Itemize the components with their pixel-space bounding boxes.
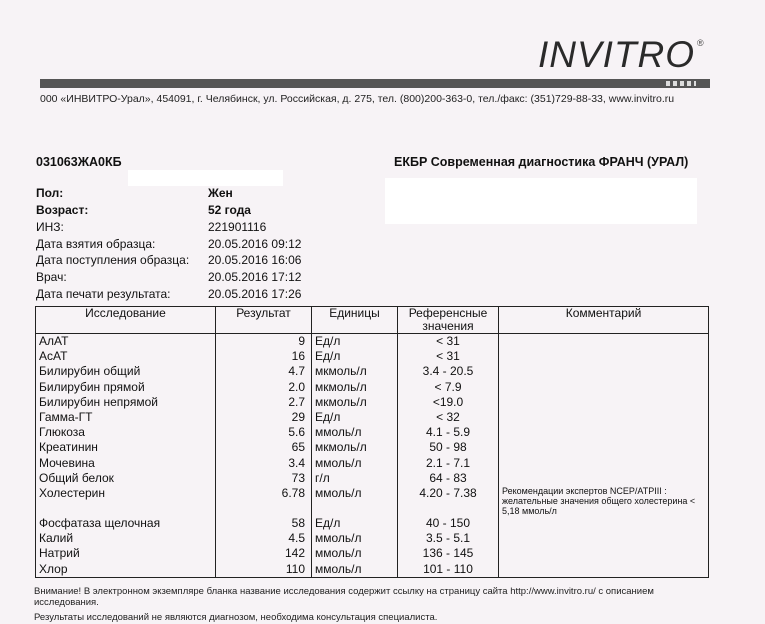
received-label: Дата поступления образца: [36, 253, 190, 267]
test-cell: АсАТ [36, 349, 216, 364]
table-row [36, 486, 709, 516]
inz-label: ИНЗ: [36, 220, 64, 234]
test-cell: Фосфатаза щелочная [36, 516, 216, 531]
header-unit: Единицы [312, 307, 398, 334]
unit-cell: мкмоль/л [312, 380, 398, 395]
ref-cell: < 32 [398, 410, 499, 425]
test-cell: Мочевина [36, 456, 216, 471]
sex-label: Пол: [36, 186, 64, 200]
redacted-name [128, 170, 283, 186]
ref-cell: 3.5 - 5.1 [398, 531, 499, 546]
comment-cell: Рекомендации экспертов NCEP/ATPIII : желательные значения общего холестерина < 5,18 ммоль/л [499, 486, 709, 516]
comment-cell [499, 410, 709, 425]
ref-cell: < 7.9 [398, 380, 499, 395]
order-id: 031063ЖА0КБ [36, 155, 122, 169]
result-cell: 5.6 [216, 425, 312, 440]
comment-cell [499, 440, 709, 455]
ref-cell: 101 - 110 [398, 562, 499, 578]
table-row [36, 562, 709, 578]
unit-cell: ммоль/л [312, 546, 398, 561]
ref-cell: < 31 [398, 349, 499, 364]
header-result: Результат [216, 307, 312, 334]
result-cell: 73 [216, 471, 312, 486]
ref-cell: 2.1 - 7.1 [398, 456, 499, 471]
attention-note: Внимание! В электронном экземпляре бланка название исследования содержит ссылку на страницу сайта http://www.invitro.ru/ с описанием исследования. [34, 586, 654, 608]
comment-cell [499, 456, 709, 471]
printed-value: 20.05.2016 17:26 [208, 287, 302, 301]
comment-cell [499, 546, 709, 561]
ref-cell: 4.1 - 5.9 [398, 425, 499, 440]
test-cell: Креатинин [36, 440, 216, 455]
result-cell: 3.4 [216, 456, 312, 471]
result-cell: 16 [216, 349, 312, 364]
result-cell: 29 [216, 410, 312, 425]
result-cell: 4.5 [216, 531, 312, 546]
test-cell: АлАТ [36, 334, 216, 350]
table-row [36, 410, 709, 425]
comment-cell [499, 349, 709, 364]
ref-cell: 4.20 - 7.38 [398, 486, 499, 516]
unit-cell: ммоль/л [312, 486, 398, 516]
unit-cell: г/л [312, 471, 398, 486]
unit-cell: ммоль/л [312, 425, 398, 440]
unit-cell: мкмоль/л [312, 395, 398, 410]
inz-value: 221901116 [208, 220, 267, 234]
comment-cell [499, 471, 709, 486]
comment-cell [499, 334, 709, 350]
redacted-block [385, 178, 697, 224]
table-row [36, 531, 709, 546]
result-cell: 142 [216, 546, 312, 561]
result-cell: 4.7 [216, 364, 312, 379]
unit-cell: Ед/л [312, 516, 398, 531]
result-cell: 65 [216, 440, 312, 455]
test-cell: Билирубин общий [36, 364, 216, 379]
registered-mark: ® [697, 38, 704, 48]
invitro-logo: INVITRO [538, 34, 696, 75]
ref-cell: 136 - 145 [398, 546, 499, 561]
comment-cell [499, 425, 709, 440]
doctor-value: 20.05.2016 17:12 [208, 270, 302, 284]
test-cell: Билирубин непрямой [36, 395, 216, 410]
unit-cell: Ед/л [312, 349, 398, 364]
received-value: 20.05.2016 16:06 [208, 253, 302, 267]
age-value: 52 года [208, 203, 251, 217]
result-cell: 110 [216, 562, 312, 578]
comment-cell [499, 395, 709, 410]
table-row [36, 456, 709, 471]
comment-cell [499, 516, 709, 531]
table-row [36, 334, 709, 350]
logo-bar-dots [666, 81, 696, 86]
test-cell: Холестерин [36, 486, 216, 516]
table-row [36, 516, 709, 531]
test-cell: Гамма-ГТ [36, 410, 216, 425]
table-row [36, 364, 709, 379]
header-comment: Комментарий [499, 307, 709, 334]
company-address: 000 «ИНВИТРО-Урал», 454091, г. Челябинск, ул. Российская, д. 275, тел. (800)200-363-0, тел./факс: (351)729-88-33, www.invitro.ru [40, 93, 675, 105]
comment-cell [499, 531, 709, 546]
result-cell: 58 [216, 516, 312, 531]
table-row [36, 425, 709, 440]
table-header-row [36, 307, 709, 334]
doctor-label: Врач: [36, 270, 67, 284]
header-test: Исследование [36, 307, 216, 334]
test-cell: Общий белок [36, 471, 216, 486]
table-row [36, 349, 709, 364]
table-row [36, 440, 709, 455]
test-cell: Натрий [36, 546, 216, 561]
unit-cell: ммоль/л [312, 456, 398, 471]
printed-label: Дата печати результата: [36, 287, 171, 301]
comment-cell [499, 364, 709, 379]
results-table [35, 306, 709, 578]
ref-cell: 50 - 98 [398, 440, 499, 455]
unit-cell: ммоль/л [312, 531, 398, 546]
age-label: Возраст: [36, 203, 89, 217]
unit-cell: ммоль/л [312, 562, 398, 578]
result-cell: 6.78 [216, 486, 312, 516]
test-cell: Билирубин прямой [36, 380, 216, 395]
ref-cell: <19.0 [398, 395, 499, 410]
lab-name: ЕКБР Современная диагностика ФРАНЧ (УРАЛ) [394, 155, 689, 169]
ref-cell: < 31 [398, 334, 499, 350]
comment-cell [499, 380, 709, 395]
table-row [36, 471, 709, 486]
taken-value: 20.05.2016 09:12 [208, 237, 302, 251]
header-ref: Референсные значения [398, 307, 499, 334]
table-row [36, 546, 709, 561]
ref-cell: 64 - 83 [398, 471, 499, 486]
result-cell: 2.0 [216, 380, 312, 395]
result-cell: 9 [216, 334, 312, 350]
ref-cell: 3.4 - 20.5 [398, 364, 499, 379]
comment-cell [499, 562, 709, 578]
result-cell: 2.7 [216, 395, 312, 410]
test-cell: Хлор [36, 562, 216, 578]
unit-cell: мкмоль/л [312, 440, 398, 455]
ref-cell: 40 - 150 [398, 516, 499, 531]
unit-cell: мкмоль/л [312, 364, 398, 379]
unit-cell: Ед/л [312, 334, 398, 350]
table-row [36, 395, 709, 410]
disclaimer-note: Результаты исследований не являются диагнозом, необходима консультация специалиста. [34, 612, 438, 623]
test-cell: Глюкоза [36, 425, 216, 440]
sex-value: Жен [208, 186, 233, 200]
test-cell: Калий [36, 531, 216, 546]
logo-bar [40, 79, 710, 88]
taken-label: Дата взятия образца: [36, 237, 156, 251]
unit-cell: Ед/л [312, 410, 398, 425]
table-row [36, 380, 709, 395]
